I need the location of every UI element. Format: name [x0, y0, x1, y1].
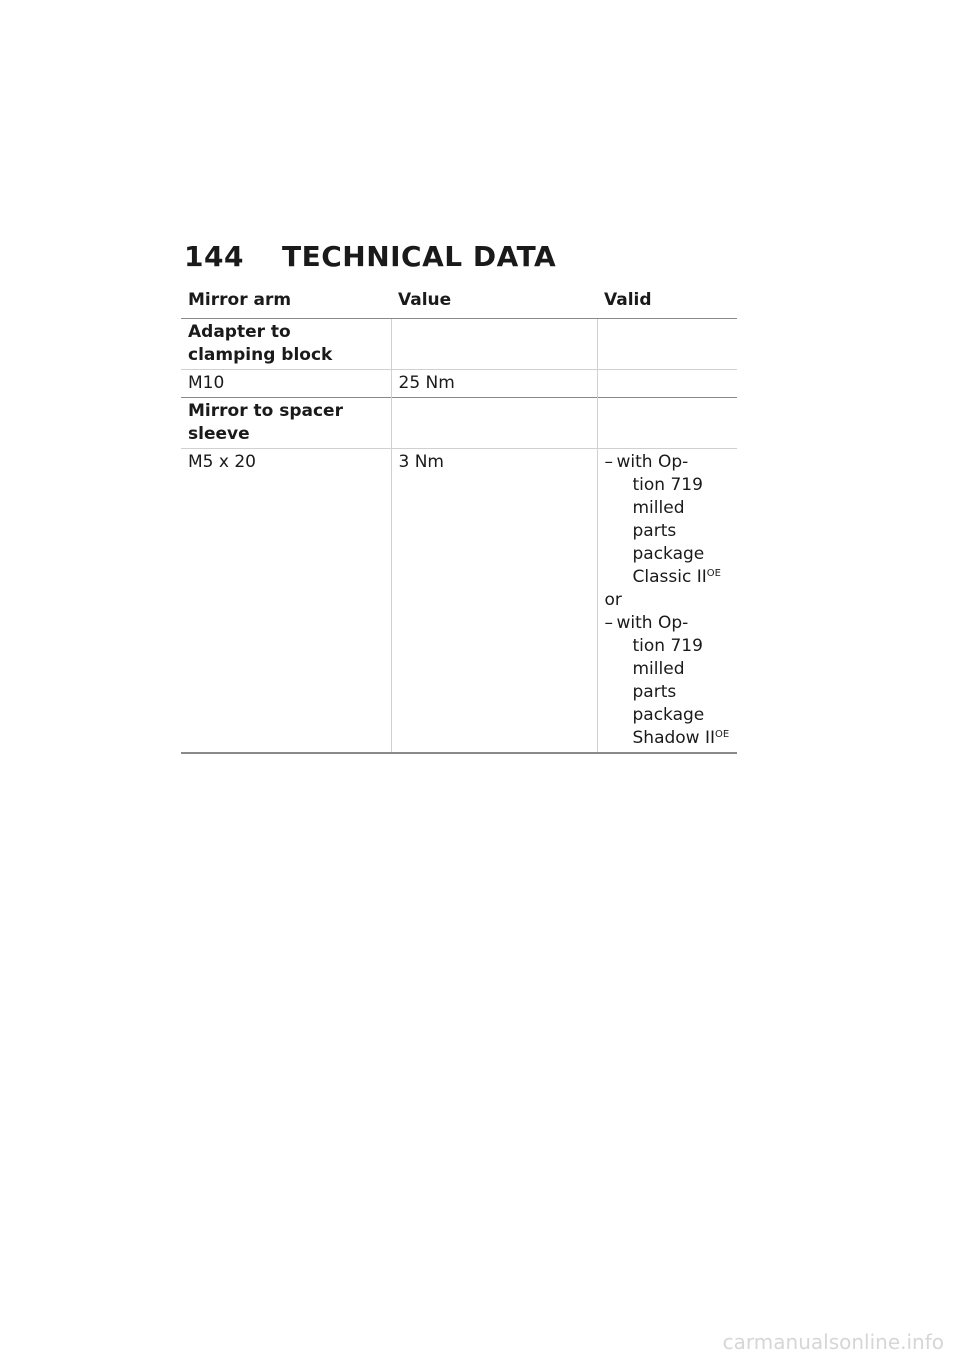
dash-bullet: – — [604, 452, 613, 472]
condition-line: milled parts — [632, 498, 685, 541]
row-value: 3 Nm — [391, 449, 597, 754]
row-valid-conditions — [597, 449, 737, 754]
condition-line: package — [632, 544, 705, 564]
section-title: TECHNICAL DATA — [282, 240, 557, 273]
or-separator: or — [604, 590, 622, 610]
condition-line: Shadow II — [632, 728, 716, 748]
condition-line: with Op- — [616, 452, 689, 472]
condition-item — [605, 451, 731, 589]
dash-bullet: – — [604, 613, 613, 633]
condition-item — [605, 612, 731, 750]
row-label: M10 — [181, 370, 391, 398]
table-header-row — [181, 286, 737, 319]
table-row — [181, 370, 737, 398]
row-valid — [597, 319, 737, 370]
condition-line: tion 719 — [632, 475, 703, 495]
oe-superscript: OE — [706, 568, 721, 579]
row-valid — [597, 370, 737, 398]
page-header — [184, 240, 556, 273]
row-value — [391, 319, 597, 370]
page-number: 144 — [184, 240, 244, 273]
row-valid — [597, 398, 737, 449]
row-label: Mirror to spacer sleeve — [181, 398, 391, 449]
column-header-mirror-arm: Mirror arm — [181, 286, 391, 319]
oe-superscript: OE — [715, 729, 730, 740]
condition-line: package — [632, 705, 705, 725]
row-label: M5 x 20 — [181, 449, 391, 754]
condition-line: milled parts — [632, 659, 685, 702]
condition-line: with Op- — [616, 613, 689, 633]
column-header-value: Value — [391, 286, 597, 319]
condition-line: tion 719 — [632, 636, 703, 656]
table-row — [181, 449, 737, 754]
column-header-valid: Valid — [597, 286, 737, 319]
watermark: carmanualsonline.info — [722, 1330, 944, 1354]
torque-table — [181, 286, 737, 754]
row-label: Adapter to clamping block — [188, 322, 333, 365]
row-value — [391, 398, 597, 449]
table-row — [181, 319, 737, 370]
table-row — [181, 398, 737, 449]
row-value: 25 Nm — [391, 370, 597, 398]
condition-line: Classic II — [632, 567, 707, 587]
